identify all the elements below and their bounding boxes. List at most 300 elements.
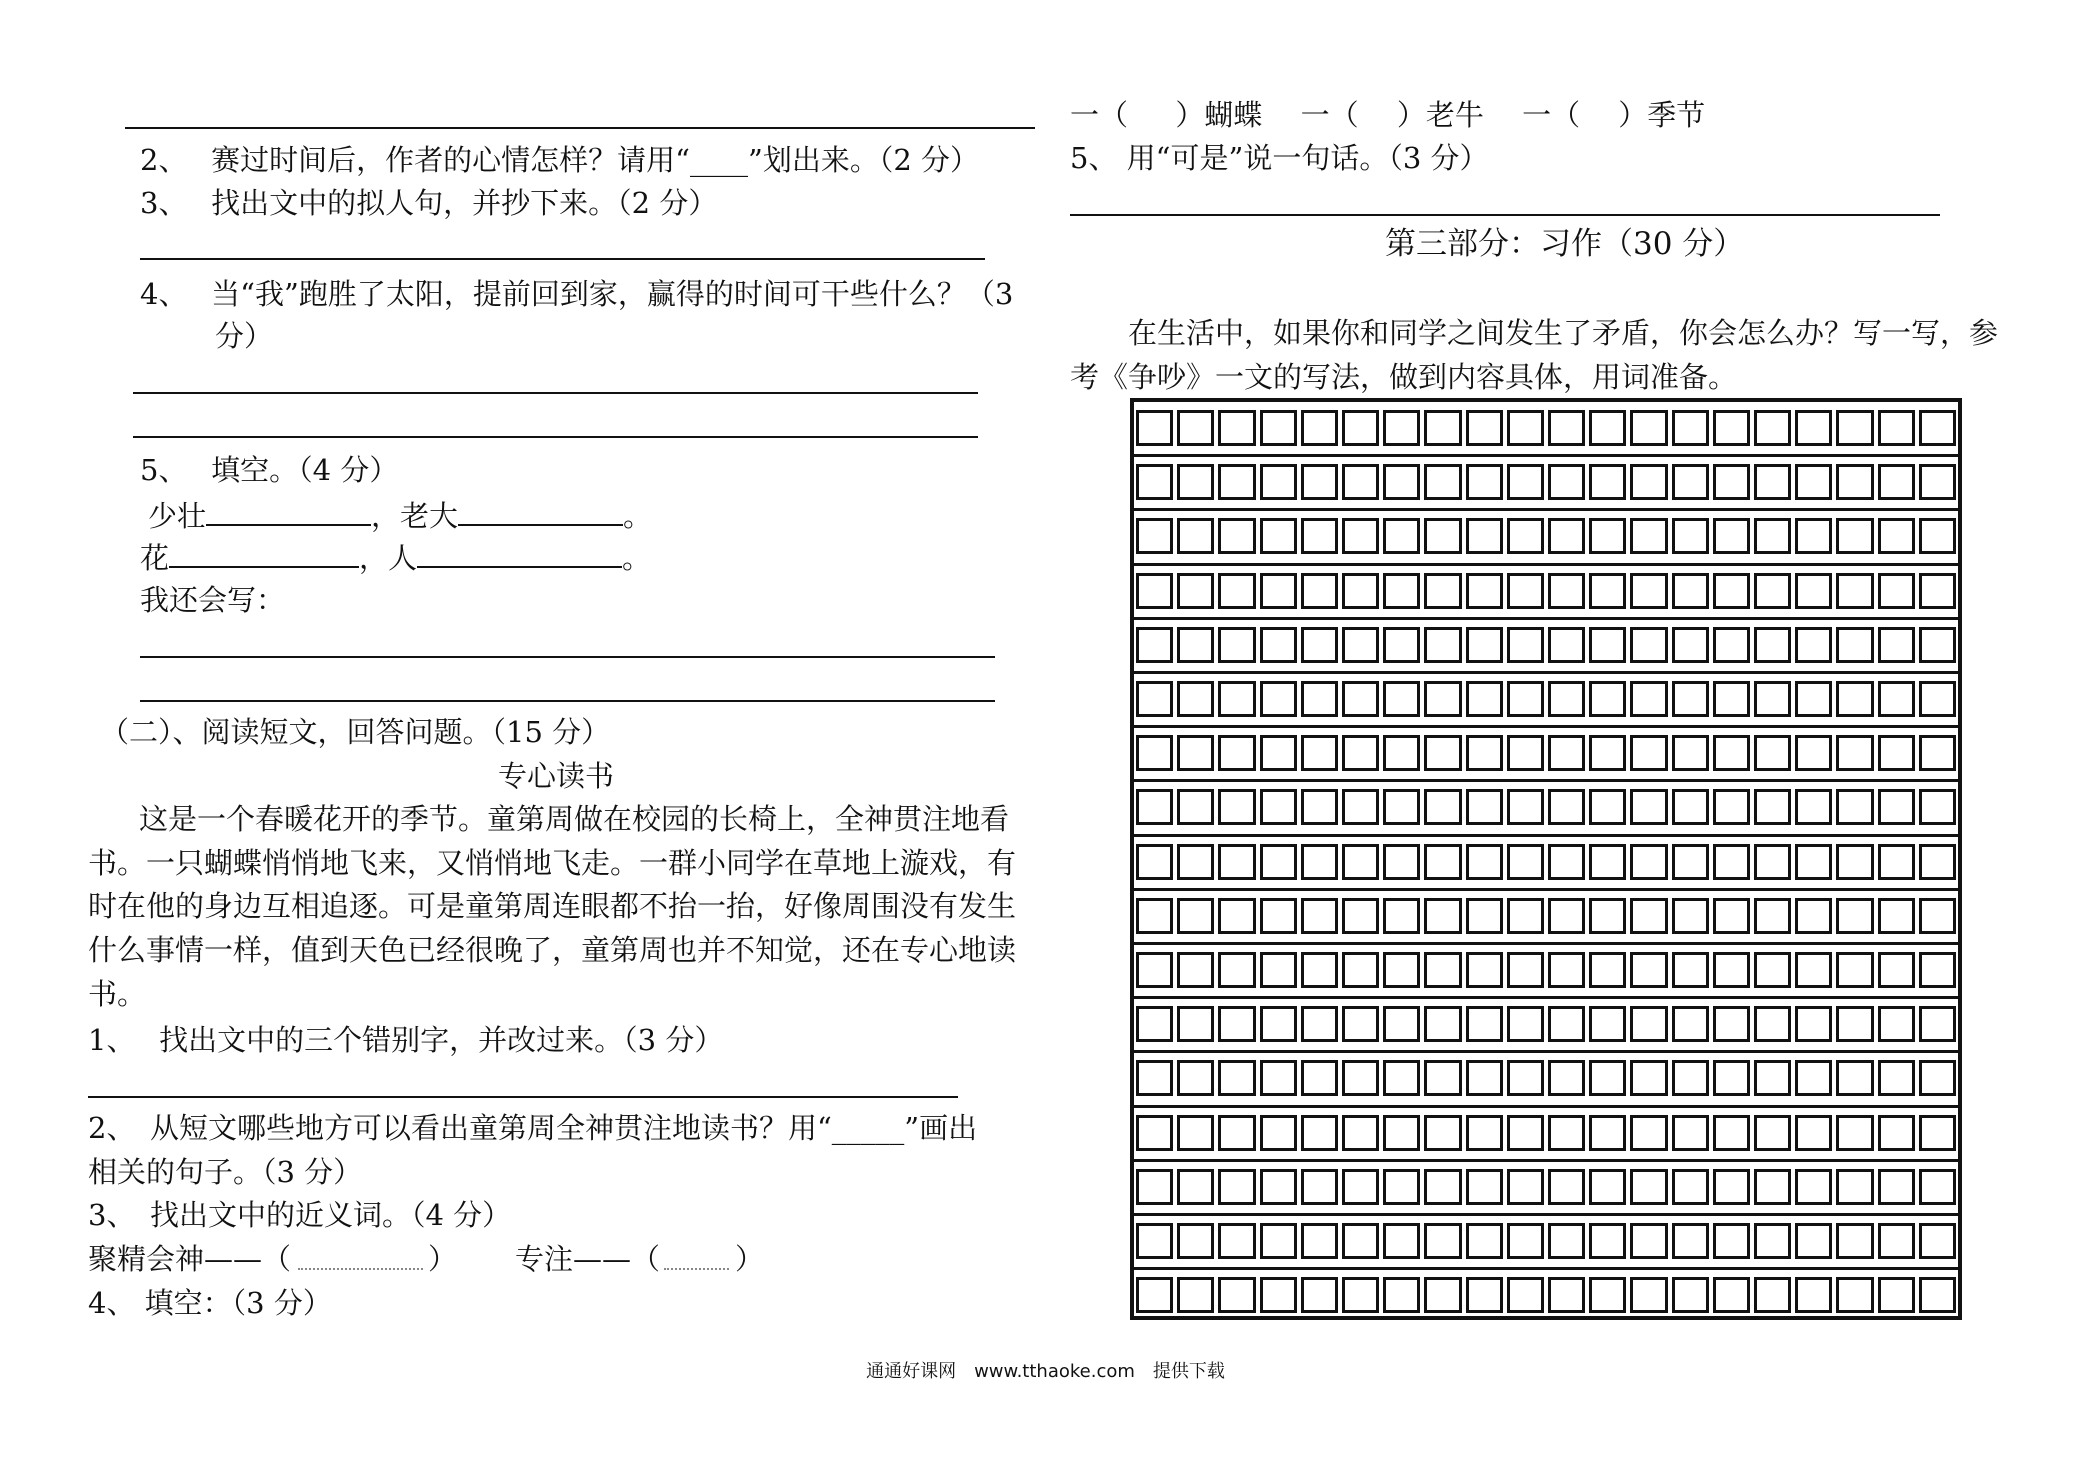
grid-cell[interactable]	[1507, 898, 1544, 934]
grid-cell[interactable]	[1836, 627, 1873, 663]
grid-cell[interactable]	[1177, 952, 1214, 988]
answer-line[interactable]	[140, 258, 985, 260]
grid-cell[interactable]	[1342, 735, 1379, 771]
grid-cell[interactable]	[1836, 518, 1873, 554]
grid-cell[interactable]	[1919, 1223, 1956, 1259]
grid-cell[interactable]	[1342, 410, 1379, 446]
grid-cell[interactable]	[1630, 952, 1667, 988]
grid-cell[interactable]	[1383, 464, 1420, 500]
grid-cell[interactable]	[1754, 952, 1791, 988]
grid-cell[interactable]	[1919, 1060, 1956, 1096]
grid-cell[interactable]	[1919, 952, 1956, 988]
grid-cell[interactable]	[1919, 573, 1956, 609]
grid-cell[interactable]	[1919, 410, 1956, 446]
grid-cell[interactable]	[1630, 518, 1667, 554]
grid-cell[interactable]	[1754, 1060, 1791, 1096]
grid-cell[interactable]	[1589, 1060, 1626, 1096]
grid-cell[interactable]	[1713, 952, 1750, 988]
grid-cell[interactable]	[1713, 898, 1750, 934]
grid-cell[interactable]	[1754, 789, 1791, 825]
grid-cell[interactable]	[1836, 952, 1873, 988]
grid-cell[interactable]	[1177, 844, 1214, 880]
grid-cell[interactable]	[1507, 464, 1544, 500]
grid-cell[interactable]	[1260, 735, 1297, 771]
grid-cell[interactable]	[1383, 1223, 1420, 1259]
grid-cell[interactable]	[1795, 410, 1832, 446]
grid-cell[interactable]	[1218, 410, 1255, 446]
grid-cell[interactable]	[1713, 573, 1750, 609]
grid-cell[interactable]	[1589, 789, 1626, 825]
grid-cell[interactable]	[1754, 1115, 1791, 1151]
grid-cell[interactable]	[1713, 627, 1750, 663]
grid-cell[interactable]	[1672, 464, 1709, 500]
grid-cell[interactable]	[1589, 1277, 1626, 1313]
grid-cell[interactable]	[1836, 789, 1873, 825]
grid-cell[interactable]	[1919, 464, 1956, 500]
grid-cell[interactable]	[1548, 1169, 1585, 1205]
grid-cell[interactable]	[1260, 1277, 1297, 1313]
grid-cell[interactable]	[1218, 681, 1255, 717]
grid-cell[interactable]	[1260, 573, 1297, 609]
grid-cell[interactable]	[1630, 1169, 1667, 1205]
grid-cell[interactable]	[1795, 735, 1832, 771]
grid-cell[interactable]	[1548, 518, 1585, 554]
grid-cell[interactable]	[1836, 1006, 1873, 1042]
grid-cell[interactable]	[1383, 1115, 1420, 1151]
grid-cell[interactable]	[1795, 464, 1832, 500]
grid-cell[interactable]	[1713, 844, 1750, 880]
grid-cell[interactable]	[1548, 952, 1585, 988]
grid-cell[interactable]	[1507, 1277, 1544, 1313]
grid-cell[interactable]	[1589, 573, 1626, 609]
grid-cell[interactable]	[1507, 518, 1544, 554]
grid-cell[interactable]	[1795, 1277, 1832, 1313]
fill-blank[interactable]	[458, 496, 623, 526]
grid-cell[interactable]	[1177, 1060, 1214, 1096]
grid-cell[interactable]	[1218, 1169, 1255, 1205]
grid-cell[interactable]	[1466, 1115, 1503, 1151]
grid-cell[interactable]	[1177, 789, 1214, 825]
grid-cell[interactable]	[1630, 681, 1667, 717]
grid-cell[interactable]	[1795, 681, 1832, 717]
grid-cell[interactable]	[1177, 464, 1214, 500]
grid-cell[interactable]	[1919, 898, 1956, 934]
grid-cell[interactable]	[1507, 573, 1544, 609]
grid-cell[interactable]	[1589, 410, 1626, 446]
grid-cell[interactable]	[1342, 1277, 1379, 1313]
grid-cell[interactable]	[1218, 898, 1255, 934]
grid-cell[interactable]	[1713, 1277, 1750, 1313]
grid-cell[interactable]	[1260, 410, 1297, 446]
grid-cell[interactable]	[1466, 681, 1503, 717]
grid-cell[interactable]	[1136, 464, 1173, 500]
grid-cell[interactable]	[1795, 518, 1832, 554]
grid-cell[interactable]	[1507, 789, 1544, 825]
grid-cell[interactable]	[1630, 898, 1667, 934]
grid-cell[interactable]	[1301, 681, 1338, 717]
grid-cell[interactable]	[1466, 1223, 1503, 1259]
grid-cell[interactable]	[1136, 681, 1173, 717]
grid-cell[interactable]	[1383, 518, 1420, 554]
grid-cell[interactable]	[1507, 681, 1544, 717]
grid-cell[interactable]	[1466, 735, 1503, 771]
grid-cell[interactable]	[1342, 1060, 1379, 1096]
grid-cell[interactable]	[1589, 518, 1626, 554]
grid-cell[interactable]	[1424, 1006, 1461, 1042]
grid-cell[interactable]	[1177, 1277, 1214, 1313]
grid-cell[interactable]	[1548, 844, 1585, 880]
grid-cell[interactable]	[1301, 1223, 1338, 1259]
grid-cell[interactable]	[1507, 1060, 1544, 1096]
grid-cell[interactable]	[1424, 410, 1461, 446]
grid-cell[interactable]	[1177, 898, 1214, 934]
grid-cell[interactable]	[1507, 1223, 1544, 1259]
grid-cell[interactable]	[1630, 735, 1667, 771]
grid-cell[interactable]	[1466, 898, 1503, 934]
fill-blank[interactable]	[169, 538, 359, 568]
grid-cell[interactable]	[1713, 681, 1750, 717]
grid-cell[interactable]	[1177, 627, 1214, 663]
grid-cell[interactable]	[1136, 844, 1173, 880]
answer-line[interactable]	[140, 656, 995, 658]
grid-cell[interactable]	[1383, 844, 1420, 880]
grid-cell[interactable]	[1466, 410, 1503, 446]
grid-cell[interactable]	[1260, 898, 1297, 934]
grid-cell[interactable]	[1754, 1006, 1791, 1042]
composition-grid[interactable]	[1130, 398, 1962, 1320]
grid-cell[interactable]	[1218, 789, 1255, 825]
grid-cell[interactable]	[1672, 1006, 1709, 1042]
grid-cell[interactable]	[1507, 1169, 1544, 1205]
grid-cell[interactable]	[1713, 1223, 1750, 1259]
grid-cell[interactable]	[1424, 1223, 1461, 1259]
grid-cell[interactable]	[1301, 952, 1338, 988]
grid-cell[interactable]	[1836, 1169, 1873, 1205]
grid-cell[interactable]	[1260, 1006, 1297, 1042]
grid-cell[interactable]	[1218, 464, 1255, 500]
grid-cell[interactable]	[1218, 518, 1255, 554]
grid-cell[interactable]	[1713, 1060, 1750, 1096]
grid-cell[interactable]	[1548, 1006, 1585, 1042]
grid-cell[interactable]	[1424, 681, 1461, 717]
grid-cell[interactable]	[1919, 627, 1956, 663]
grid-cell[interactable]	[1466, 464, 1503, 500]
grid-cell[interactable]	[1507, 1006, 1544, 1042]
grid-cell[interactable]	[1754, 1277, 1791, 1313]
grid-cell[interactable]	[1424, 1060, 1461, 1096]
grid-cell[interactable]	[1301, 844, 1338, 880]
grid-cell[interactable]	[1136, 952, 1173, 988]
grid-cell[interactable]	[1383, 1060, 1420, 1096]
grid-cell[interactable]	[1383, 789, 1420, 825]
grid-cell[interactable]	[1548, 1115, 1585, 1151]
grid-cell[interactable]	[1672, 518, 1709, 554]
grid-cell[interactable]	[1919, 518, 1956, 554]
grid-cell[interactable]	[1342, 627, 1379, 663]
grid-cell[interactable]	[1630, 1060, 1667, 1096]
grid-cell[interactable]	[1836, 1277, 1873, 1313]
grid-cell[interactable]	[1548, 1223, 1585, 1259]
grid-cell[interactable]	[1301, 573, 1338, 609]
grid-cell[interactable]	[1301, 898, 1338, 934]
answer-line[interactable]	[125, 127, 1035, 129]
grid-cell[interactable]	[1424, 518, 1461, 554]
grid-cell[interactable]	[1260, 952, 1297, 988]
answer-line[interactable]	[88, 1096, 958, 1098]
grid-cell[interactable]	[1466, 844, 1503, 880]
grid-cell[interactable]	[1301, 1060, 1338, 1096]
grid-cell[interactable]	[1548, 1277, 1585, 1313]
grid-cell[interactable]	[1630, 627, 1667, 663]
grid-cell[interactable]	[1548, 1060, 1585, 1096]
grid-cell[interactable]	[1548, 464, 1585, 500]
grid-cell[interactable]	[1836, 681, 1873, 717]
grid-cell[interactable]	[1260, 789, 1297, 825]
grid-cell[interactable]	[1795, 1115, 1832, 1151]
grid-cell[interactable]	[1630, 1006, 1667, 1042]
grid-cell[interactable]	[1218, 1006, 1255, 1042]
grid-cell[interactable]	[1136, 1115, 1173, 1151]
grid-cell[interactable]	[1713, 464, 1750, 500]
grid-cell[interactable]	[1672, 789, 1709, 825]
grid-cell[interactable]	[1878, 789, 1915, 825]
grid-cell[interactable]	[1589, 952, 1626, 988]
grid-cell[interactable]	[1672, 1115, 1709, 1151]
grid-cell[interactable]	[1672, 681, 1709, 717]
grid-cell[interactable]	[1136, 1223, 1173, 1259]
grid-cell[interactable]	[1878, 518, 1915, 554]
grid-cell[interactable]	[1795, 898, 1832, 934]
grid-cell[interactable]	[1466, 1169, 1503, 1205]
grid-cell[interactable]	[1383, 681, 1420, 717]
grid-cell[interactable]	[1630, 410, 1667, 446]
grid-cell[interactable]	[1754, 844, 1791, 880]
grid-cell[interactable]	[1878, 1277, 1915, 1313]
answer-line[interactable]	[140, 700, 995, 702]
grid-cell[interactable]	[1630, 844, 1667, 880]
grid-cell[interactable]	[1754, 735, 1791, 771]
grid-cell[interactable]	[1218, 952, 1255, 988]
grid-cell[interactable]	[1218, 1115, 1255, 1151]
grid-cell[interactable]	[1383, 952, 1420, 988]
grid-cell[interactable]	[1589, 627, 1626, 663]
grid-cell[interactable]	[1878, 735, 1915, 771]
grid-cell[interactable]	[1424, 573, 1461, 609]
grid-cell[interactable]	[1754, 1223, 1791, 1259]
grid-cell[interactable]	[1878, 573, 1915, 609]
grid-cell[interactable]	[1630, 573, 1667, 609]
grid-cell[interactable]	[1589, 735, 1626, 771]
grid-cell[interactable]	[1466, 518, 1503, 554]
grid-cell[interactable]	[1301, 1115, 1338, 1151]
grid-cell[interactable]	[1424, 789, 1461, 825]
grid-cell[interactable]	[1878, 1006, 1915, 1042]
grid-cell[interactable]	[1713, 735, 1750, 771]
fill-blank[interactable]	[417, 538, 622, 568]
grid-cell[interactable]	[1836, 844, 1873, 880]
grid-cell[interactable]	[1424, 952, 1461, 988]
grid-cell[interactable]	[1301, 1169, 1338, 1205]
grid-cell[interactable]	[1260, 1115, 1297, 1151]
grid-cell[interactable]	[1424, 844, 1461, 880]
grid-cell[interactable]	[1836, 1223, 1873, 1259]
grid-cell[interactable]	[1383, 573, 1420, 609]
grid-cell[interactable]	[1589, 1169, 1626, 1205]
grid-cell[interactable]	[1836, 1060, 1873, 1096]
grid-cell[interactable]	[1878, 952, 1915, 988]
grid-cell[interactable]	[1466, 952, 1503, 988]
grid-cell[interactable]	[1466, 1277, 1503, 1313]
grid-cell[interactable]	[1424, 464, 1461, 500]
grid-cell[interactable]	[1342, 681, 1379, 717]
grid-cell[interactable]	[1548, 789, 1585, 825]
grid-cell[interactable]	[1672, 627, 1709, 663]
grid-cell[interactable]	[1466, 627, 1503, 663]
grid-cell[interactable]	[1754, 681, 1791, 717]
grid-cell[interactable]	[1177, 1223, 1214, 1259]
grid-cell[interactable]	[1218, 735, 1255, 771]
grid-cell[interactable]	[1919, 844, 1956, 880]
grid-cell[interactable]	[1218, 1060, 1255, 1096]
grid-cell[interactable]	[1672, 1277, 1709, 1313]
grid-cell[interactable]	[1672, 1169, 1709, 1205]
grid-cell[interactable]	[1507, 844, 1544, 880]
grid-cell[interactable]	[1342, 1115, 1379, 1151]
grid-cell[interactable]	[1136, 1277, 1173, 1313]
grid-cell[interactable]	[1260, 844, 1297, 880]
grid-cell[interactable]	[1589, 844, 1626, 880]
grid-cell[interactable]	[1589, 464, 1626, 500]
grid-cell[interactable]	[1919, 735, 1956, 771]
grid-cell[interactable]	[1630, 1277, 1667, 1313]
grid-cell[interactable]	[1383, 1277, 1420, 1313]
grid-cell[interactable]	[1136, 627, 1173, 663]
grid-cell[interactable]	[1136, 410, 1173, 446]
grid-cell[interactable]	[1795, 952, 1832, 988]
grid-cell[interactable]	[1342, 898, 1379, 934]
grid-cell[interactable]	[1836, 1115, 1873, 1151]
grid-cell[interactable]	[1136, 518, 1173, 554]
grid-cell[interactable]	[1754, 627, 1791, 663]
grid-cell[interactable]	[1589, 1006, 1626, 1042]
grid-cell[interactable]	[1507, 410, 1544, 446]
answer-line[interactable]	[133, 436, 978, 438]
grid-cell[interactable]	[1795, 1006, 1832, 1042]
grid-cell[interactable]	[1301, 518, 1338, 554]
grid-cell[interactable]	[1919, 789, 1956, 825]
grid-cell[interactable]	[1218, 573, 1255, 609]
grid-cell[interactable]	[1136, 573, 1173, 609]
grid-cell[interactable]	[1836, 410, 1873, 446]
grid-cell[interactable]	[1342, 573, 1379, 609]
grid-cell[interactable]	[1754, 464, 1791, 500]
grid-cell[interactable]	[1466, 789, 1503, 825]
grid-cell[interactable]	[1342, 789, 1379, 825]
grid-cell[interactable]	[1795, 1169, 1832, 1205]
grid-cell[interactable]	[1466, 1006, 1503, 1042]
grid-cell[interactable]	[1260, 627, 1297, 663]
grid-cell[interactable]	[1713, 789, 1750, 825]
grid-cell[interactable]	[1713, 518, 1750, 554]
grid-cell[interactable]	[1672, 1060, 1709, 1096]
grid-cell[interactable]	[1136, 898, 1173, 934]
grid-cell[interactable]	[1713, 1169, 1750, 1205]
grid-cell[interactable]	[1260, 1060, 1297, 1096]
grid-cell[interactable]	[1795, 1060, 1832, 1096]
grid-cell[interactable]	[1630, 464, 1667, 500]
grid-cell[interactable]	[1919, 1169, 1956, 1205]
grid-cell[interactable]	[1342, 518, 1379, 554]
grid-cell[interactable]	[1383, 735, 1420, 771]
grid-cell[interactable]	[1754, 1169, 1791, 1205]
grid-cell[interactable]	[1548, 573, 1585, 609]
grid-cell[interactable]	[1507, 952, 1544, 988]
grid-cell[interactable]	[1672, 573, 1709, 609]
grid-cell[interactable]	[1878, 1115, 1915, 1151]
grid-cell[interactable]	[1919, 1006, 1956, 1042]
grid-cell[interactable]	[1507, 627, 1544, 663]
grid-cell[interactable]	[1672, 898, 1709, 934]
grid-cell[interactable]	[1342, 464, 1379, 500]
grid-cell[interactable]	[1424, 1169, 1461, 1205]
grid-cell[interactable]	[1672, 952, 1709, 988]
grid-cell[interactable]	[1383, 410, 1420, 446]
grid-cell[interactable]	[1919, 1277, 1956, 1313]
grid-cell[interactable]	[1424, 1277, 1461, 1313]
grid-cell[interactable]	[1878, 1060, 1915, 1096]
grid-cell[interactable]	[1177, 1115, 1214, 1151]
grid-cell[interactable]	[1548, 735, 1585, 771]
grid-cell[interactable]	[1424, 1115, 1461, 1151]
grid-cell[interactable]	[1836, 573, 1873, 609]
grid-cell[interactable]	[1754, 518, 1791, 554]
grid-cell[interactable]	[1878, 844, 1915, 880]
grid-cell[interactable]	[1260, 464, 1297, 500]
grid-cell[interactable]	[1136, 789, 1173, 825]
grid-cell[interactable]	[1301, 1277, 1338, 1313]
grid-cell[interactable]	[1301, 627, 1338, 663]
grid-cell[interactable]	[1589, 1115, 1626, 1151]
grid-cell[interactable]	[1177, 1006, 1214, 1042]
grid-cell[interactable]	[1630, 1223, 1667, 1259]
grid-cell[interactable]	[1795, 1223, 1832, 1259]
grid-cell[interactable]	[1795, 627, 1832, 663]
grid-cell[interactable]	[1136, 1006, 1173, 1042]
synonym-1-blank[interactable]	[298, 1268, 423, 1270]
grid-cell[interactable]	[1919, 681, 1956, 717]
answer-line[interactable]	[1070, 214, 1940, 216]
grid-cell[interactable]	[1342, 1169, 1379, 1205]
grid-cell[interactable]	[1795, 573, 1832, 609]
grid-cell[interactable]	[1589, 1223, 1626, 1259]
grid-cell[interactable]	[1177, 681, 1214, 717]
grid-cell[interactable]	[1218, 1277, 1255, 1313]
grid-cell[interactable]	[1383, 627, 1420, 663]
grid-cell[interactable]	[1301, 464, 1338, 500]
grid-cell[interactable]	[1548, 627, 1585, 663]
answer-line[interactable]	[133, 392, 978, 394]
grid-cell[interactable]	[1878, 898, 1915, 934]
grid-cell[interactable]	[1754, 410, 1791, 446]
grid-cell[interactable]	[1342, 1006, 1379, 1042]
grid-cell[interactable]	[1836, 464, 1873, 500]
grid-cell[interactable]	[1342, 844, 1379, 880]
grid-cell[interactable]	[1177, 1169, 1214, 1205]
grid-cell[interactable]	[1507, 735, 1544, 771]
grid-cell[interactable]	[1795, 789, 1832, 825]
grid-cell[interactable]	[1919, 1115, 1956, 1151]
grid-cell[interactable]	[1424, 627, 1461, 663]
